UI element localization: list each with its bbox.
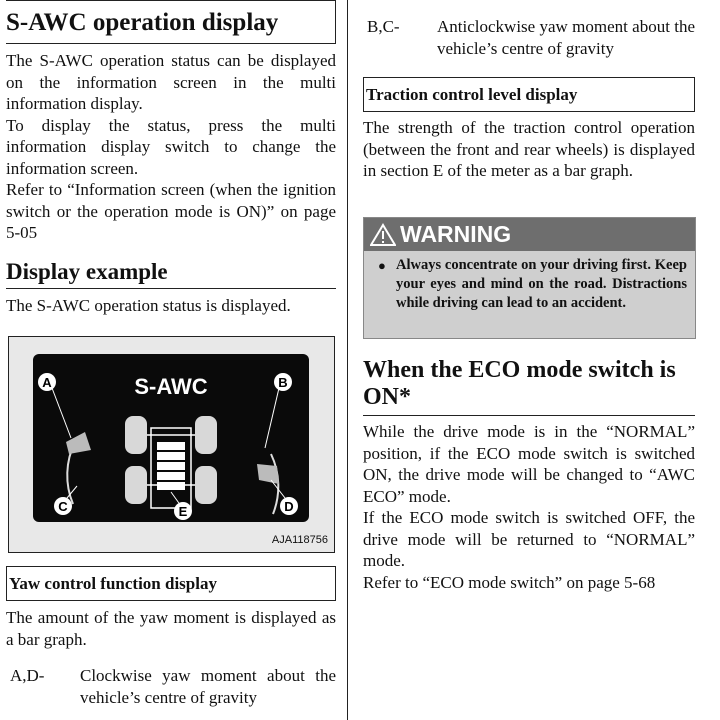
ad-key: A,D- <box>10 666 45 685</box>
label-a-badge <box>38 373 56 391</box>
right-column <box>363 16 695 182</box>
eco-heading: When the ECO mode switch is ON* <box>363 357 695 416</box>
warning-text: Always concentrate on your driving first. Keep your eyes and mind on the road. Distractions while driving can lead to an accident. <box>396 257 687 311</box>
traction-text: The strength of the traction control operation (between the front and rear wheels) is displayed in section E of the meter as a bar graph. <box>363 118 695 180</box>
figure-code: AJA118756 <box>271 534 328 546</box>
rear-right-tyre <box>195 466 217 504</box>
warning-header <box>364 218 695 251</box>
eco-text-2: If the ECO mode switch is switched OFF, the drive mode will be returned to “NORMAL” mode. <box>363 508 695 570</box>
definition-ad <box>6 665 336 708</box>
label-d-badge <box>280 497 298 515</box>
reference-text: Refer to “Information screen (when the ignition switch or the operation mode is ON)” on page 5-05 <box>6 180 336 242</box>
front-left-tyre <box>125 416 147 454</box>
traction-bar-2 <box>157 452 185 460</box>
definition-bc <box>363 16 695 59</box>
leader-a <box>52 388 71 438</box>
display-example-heading: Display example <box>6 258 336 289</box>
display-example-text: The S-AWC operation status is displayed. <box>6 295 291 315</box>
yaw-heading: Yaw control function display <box>6 566 336 601</box>
label-c: C <box>58 499 68 514</box>
traction-bar-5 <box>157 482 185 490</box>
s-awc-screen <box>33 354 309 522</box>
front-right-tyre <box>195 416 217 454</box>
ad-text: Clockwise yaw moment about the vehicle’s centre of gravity <box>80 666 336 707</box>
eco-section <box>363 357 695 593</box>
warning-title: WARNING <box>400 221 512 247</box>
bullet-icon: ● <box>378 258 386 273</box>
traction-bar-4 <box>157 472 185 480</box>
traction-bar-1 <box>157 442 185 450</box>
bc-key: B,C- <box>367 17 400 36</box>
bar-segment-d <box>257 464 279 484</box>
instruction-text: To display the status, press the multi information display switch to change the information screen. <box>6 115 336 178</box>
column-divider <box>347 0 348 720</box>
rear-left-tyre <box>125 466 147 504</box>
s-awc-display-figure <box>8 336 335 553</box>
label-e-badge <box>174 502 192 520</box>
leader-b <box>265 388 279 448</box>
eco-reference: Refer to “ECO mode switch” on page 5-68 <box>363 572 656 592</box>
s-awc-logo: S-AWC <box>134 374 208 399</box>
warning-content <box>364 251 695 313</box>
label-d: D <box>284 499 294 514</box>
s-awc-diagram <box>33 354 309 522</box>
yaw-section <box>6 566 336 708</box>
warning-triangle-icon <box>370 223 396 247</box>
label-b-badge <box>274 373 292 391</box>
eco-text-1: While the drive mode is in the “NORMAL” position, if the ECO mode switch is switched ON, the drive mode will be changed to “AWC ECO” mode. <box>363 422 695 506</box>
traction-heading: Traction control level display <box>363 77 695 112</box>
label-b: B <box>278 375 288 390</box>
label-e: E <box>178 504 188 519</box>
label-c-badge <box>54 497 72 515</box>
warning-box <box>363 217 696 339</box>
left-column <box>6 0 336 316</box>
traction-bar-3 <box>157 462 185 470</box>
label-a: A <box>42 375 52 390</box>
page-title: S-AWC operation display <box>6 0 336 44</box>
yaw-text: The amount of the yaw moment is displayed as a bar graph. <box>6 608 336 649</box>
intro-text: The S-AWC operation status can be displayed on the information screen in the multi information display. <box>6 51 336 113</box>
bc-text: Anticlockwise yaw moment about the vehicle’s centre of gravity <box>437 17 695 58</box>
